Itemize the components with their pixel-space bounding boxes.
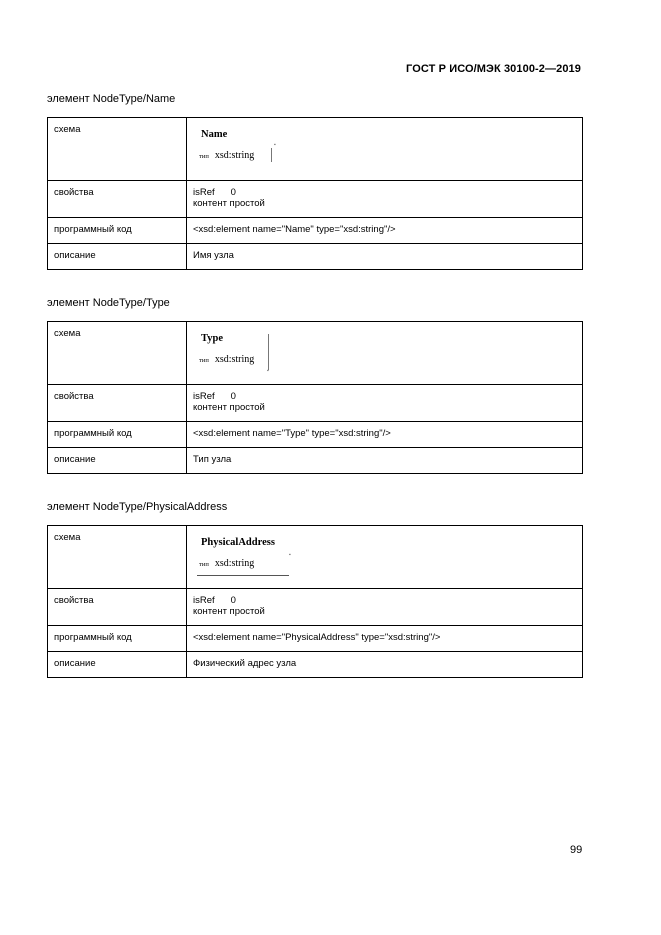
element-title-physical-address: элемент NodeType/PhysicalAddress bbox=[47, 501, 228, 513]
code-label: программный код bbox=[48, 626, 187, 652]
schema-type-line bbox=[199, 354, 254, 365]
code-value: <xsd:element name="PhysicalAddress" type="xsd:string"/> bbox=[187, 626, 583, 652]
schema-diagram bbox=[187, 526, 582, 588]
schema-diagram bbox=[187, 118, 582, 180]
isref-value: 0 bbox=[230, 595, 236, 606]
schema-frame-mark: ▪ bbox=[274, 142, 276, 148]
schema-type-label: тип bbox=[199, 153, 209, 160]
schema-frame-edge bbox=[197, 575, 289, 576]
schema-type-value: xsd:string bbox=[214, 558, 255, 569]
content-type: контент простой bbox=[193, 198, 265, 209]
element-title-name: элемент NodeType/Name bbox=[47, 93, 176, 105]
description-value: Тип узла bbox=[187, 448, 583, 474]
schema-frame-mark: ▪ bbox=[289, 552, 291, 558]
spec-table-name bbox=[47, 117, 583, 270]
document-header: ГОСТ Р ИСО/МЭК 30100-2—2019 bbox=[406, 63, 581, 75]
element-title-type: элемент NodeType/Type bbox=[47, 297, 170, 309]
schema-type-line bbox=[199, 150, 254, 161]
spec-table-physical-address bbox=[47, 525, 583, 678]
schema-diagram bbox=[187, 322, 582, 384]
schema-frame-edge bbox=[268, 334, 269, 370]
properties-label: свойства bbox=[48, 181, 187, 218]
schema-label: схема bbox=[48, 526, 187, 589]
schema-element-name: Type bbox=[201, 333, 223, 344]
code-label: программный код bbox=[48, 218, 187, 244]
content-type: контент простой bbox=[193, 606, 265, 617]
properties-value bbox=[187, 385, 583, 422]
properties-value bbox=[187, 589, 583, 626]
isref-value: 0 bbox=[230, 391, 236, 402]
spec-table-type bbox=[47, 321, 583, 474]
properties-value bbox=[187, 181, 583, 218]
code-label: программный код bbox=[48, 422, 187, 448]
description-value: Физический адрес узла bbox=[187, 652, 583, 678]
code-value: <xsd:element name="Name" type="xsd:string"/> bbox=[187, 218, 583, 244]
properties-label: свойства bbox=[48, 589, 187, 626]
code-value: <xsd:element name="Type" type="xsd:string"/> bbox=[187, 422, 583, 448]
description-label: описание bbox=[48, 244, 187, 270]
schema-element-name: PhysicalAddress bbox=[201, 537, 275, 548]
schema-element-name: Name bbox=[201, 129, 228, 140]
isref-value: 0 bbox=[230, 187, 236, 198]
schema-frame-mark: ▪ bbox=[267, 368, 269, 374]
isref-label: isRef bbox=[193, 391, 215, 402]
schema-type-line bbox=[199, 558, 254, 569]
properties-label: свойства bbox=[48, 385, 187, 422]
schema-type-label: тип bbox=[199, 357, 209, 364]
schema-label: схема bbox=[48, 118, 187, 181]
page-number: 99 bbox=[570, 844, 583, 856]
description-label: описание bbox=[48, 652, 187, 678]
schema-type-value: xsd:string bbox=[214, 150, 255, 161]
schema-type-label: тип bbox=[199, 561, 209, 568]
schema-label: схема bbox=[48, 322, 187, 385]
description-label: описание bbox=[48, 448, 187, 474]
isref-label: isRef bbox=[193, 595, 215, 606]
content-type: контент простой bbox=[193, 402, 265, 413]
description-value: Имя узла bbox=[187, 244, 583, 270]
schema-type-value: xsd:string bbox=[214, 354, 255, 365]
schema-frame-edge bbox=[271, 148, 272, 162]
isref-label: isRef bbox=[193, 187, 215, 198]
